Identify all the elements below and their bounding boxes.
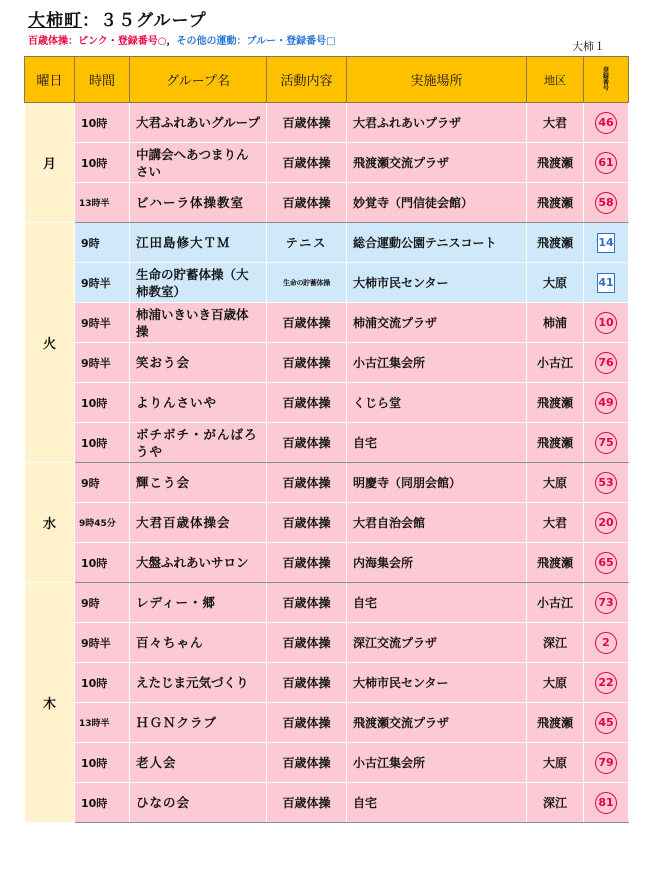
table-row <box>25 663 629 703</box>
group-name-cell: 大君百歳体操会 <box>130 503 267 543</box>
area-cell: 飛渡瀬 <box>527 383 584 423</box>
sheet-id: 大柿１ <box>572 40 605 53</box>
group-name-cell: 大盤ふれあいサロン <box>130 543 267 583</box>
reg-cell <box>584 583 629 623</box>
group-name-cell: 生命の貯蓄体操（大柿教室） <box>130 263 267 303</box>
group-name-cell: 柿浦いきいき百歳体操 <box>130 303 267 343</box>
reg-cell <box>584 343 629 383</box>
venue-cell: 小古江集会所 <box>347 343 527 383</box>
registration-number-circle: 46 <box>595 112 617 134</box>
time-cell: 9時半 <box>75 343 130 383</box>
title-place: 大柿町 <box>28 11 82 31</box>
reg-cell <box>584 423 629 463</box>
registration-number-circle: 2 <box>595 632 617 654</box>
area-cell: 小古江 <box>527 583 584 623</box>
registration-number-circle: 61 <box>595 152 617 174</box>
reg-cell <box>584 223 629 263</box>
table-row <box>25 383 629 423</box>
header-row <box>25 57 629 103</box>
col-venue: 実施場所 <box>347 57 527 103</box>
reg-cell <box>584 303 629 343</box>
day-cell: 木 <box>25 583 75 823</box>
activity-cell: 百歳体操 <box>267 743 347 783</box>
area-cell: 深江 <box>527 783 584 823</box>
legend-separator: ， <box>166 36 177 47</box>
time-cell: 9時 <box>75 583 130 623</box>
activity-cell: 百歳体操 <box>267 503 347 543</box>
reg-cell <box>584 503 629 543</box>
group-name-cell: 老人会 <box>130 743 267 783</box>
group-name-cell: ビハーラ体操教室 <box>130 183 267 223</box>
group-name-cell: 江田島修大ＴＭ <box>130 223 267 263</box>
time-cell: 9時45分 <box>75 503 130 543</box>
area-cell: 飛渡瀬 <box>527 183 584 223</box>
page-title <box>28 6 207 31</box>
activity-cell: 百歳体操 <box>267 183 347 223</box>
col-area: 地区 <box>527 57 584 103</box>
time-cell: 13時半 <box>75 183 130 223</box>
time-cell: 9時半 <box>75 303 130 343</box>
reg-cell <box>584 463 629 503</box>
group-name-cell: ひなの会 <box>130 783 267 823</box>
registration-number-square: 41 <box>597 273 615 293</box>
activity-cell: 百歳体操 <box>267 623 347 663</box>
col-activity: 活動内容 <box>267 57 347 103</box>
reg-cell <box>584 183 629 223</box>
group-name-cell: 中講会へあつまりんさい <box>130 143 267 183</box>
venue-cell: 妙覚寺（門信徒会館） <box>347 183 527 223</box>
area-cell: 大原 <box>527 663 584 703</box>
time-cell: 10時 <box>75 423 130 463</box>
time-cell: 10時 <box>75 783 130 823</box>
reg-cell <box>584 663 629 703</box>
venue-cell: 大柿市民センター <box>347 663 527 703</box>
group-name-cell: ＨＧＮクラブ <box>130 703 267 743</box>
area-cell: 大君 <box>527 103 584 143</box>
reg-cell <box>584 103 629 143</box>
activity-cell: 生命の貯蓄体操 <box>267 263 347 303</box>
legend-line <box>28 32 336 47</box>
activity-cell: 百歳体操 <box>267 383 347 423</box>
table-row <box>25 503 629 543</box>
time-cell: 10時 <box>75 543 130 583</box>
legend-blue: その他の運動：ブルー・登録番号□ <box>176 36 336 47</box>
table-row <box>25 343 629 383</box>
table-row <box>25 543 629 583</box>
registration-number-circle: 49 <box>595 392 617 414</box>
area-cell: 大君 <box>527 503 584 543</box>
time-cell: 10時 <box>75 383 130 423</box>
activity-cell: 百歳体操 <box>267 343 347 383</box>
title-separator: ： <box>82 11 100 31</box>
reg-cell <box>584 143 629 183</box>
activity-cell: 百歳体操 <box>267 703 347 743</box>
activity-cell: 百歳体操 <box>267 103 347 143</box>
col-reg: 登録番号 <box>584 57 629 103</box>
table-body <box>25 103 629 823</box>
table-row <box>25 183 629 223</box>
area-cell: 飛渡瀬 <box>527 703 584 743</box>
activity-cell: 百歳体操 <box>267 543 347 583</box>
group-name-cell: よりんさいや <box>130 383 267 423</box>
venue-cell: 深江交流プラザ <box>347 623 527 663</box>
registration-number-circle: 22 <box>595 672 617 694</box>
reg-cell <box>584 783 629 823</box>
day-cell: 火 <box>25 223 75 463</box>
legend-pink: 百歳体操：ピンク・登録番号○ <box>28 36 167 47</box>
registration-number-circle: 45 <box>595 712 617 734</box>
activity-cell: 百歳体操 <box>267 143 347 183</box>
registration-number-circle: 76 <box>595 352 617 374</box>
table-row <box>25 263 629 303</box>
venue-cell: 大君ふれあいプラザ <box>347 103 527 143</box>
area-cell: 飛渡瀬 <box>527 423 584 463</box>
group-name-cell: 百々ちゃん <box>130 623 267 663</box>
registration-number-circle: 81 <box>595 792 617 814</box>
area-cell: 飛渡瀬 <box>527 143 584 183</box>
registration-number-square: 14 <box>597 233 615 253</box>
group-name-cell: レディー・郷 <box>130 583 267 623</box>
time-cell: 10時 <box>75 103 130 143</box>
reg-cell <box>584 383 629 423</box>
venue-cell: 小古江集会所 <box>347 743 527 783</box>
col-group: グループ名 <box>130 57 267 103</box>
schedule-table <box>24 56 629 823</box>
col-time: 時間 <box>75 57 130 103</box>
table-row <box>25 103 629 143</box>
activity-cell: 百歳体操 <box>267 783 347 823</box>
time-cell: 10時 <box>75 663 130 703</box>
table-row <box>25 423 629 463</box>
area-cell: 大原 <box>527 263 584 303</box>
group-name-cell: ボチボチ・がんばろうや <box>130 423 267 463</box>
table-row <box>25 703 629 743</box>
area-cell: 大原 <box>527 463 584 503</box>
table-row <box>25 783 629 823</box>
area-cell: 小古江 <box>527 343 584 383</box>
area-cell: 大原 <box>527 743 584 783</box>
area-cell: 深江 <box>527 623 584 663</box>
activity-cell: 百歳体操 <box>267 303 347 343</box>
activity-cell: 百歳体操 <box>267 663 347 703</box>
day-cell: 水 <box>25 463 75 583</box>
time-cell: 10時 <box>75 743 130 783</box>
area-cell: 柿浦 <box>527 303 584 343</box>
time-cell: 10時 <box>75 143 130 183</box>
area-cell: 飛渡瀬 <box>527 543 584 583</box>
group-name-cell: えたじま元気づくり <box>130 663 267 703</box>
venue-cell: 総合運動公園テニスコート <box>347 223 527 263</box>
group-name-cell: 大君ふれあいグループ <box>130 103 267 143</box>
registration-number-circle: 75 <box>595 432 617 454</box>
group-name-cell: 笑おう会 <box>130 343 267 383</box>
venue-cell: くじら堂 <box>347 383 527 423</box>
activity-cell: 百歳体操 <box>267 583 347 623</box>
group-name-cell: 輝こう会 <box>130 463 267 503</box>
day-cell: 月 <box>25 103 75 223</box>
time-cell: 9時 <box>75 223 130 263</box>
registration-number-circle: 73 <box>595 592 617 614</box>
time-cell: 9時 <box>75 463 130 503</box>
col-day: 曜日 <box>25 57 75 103</box>
venue-cell: 大柿市民センター <box>347 263 527 303</box>
registration-number-circle: 10 <box>595 312 617 334</box>
activity-cell: 百歳体操 <box>267 423 347 463</box>
activity-cell: テニス <box>267 223 347 263</box>
venue-cell: 飛渡瀬交流プラザ <box>347 143 527 183</box>
registration-number-circle: 53 <box>595 472 617 494</box>
time-cell: 9時半 <box>75 263 130 303</box>
table-row <box>25 623 629 663</box>
reg-cell <box>584 543 629 583</box>
table-row <box>25 583 629 623</box>
venue-cell: 柿浦交流プラザ <box>347 303 527 343</box>
venue-cell: 自宅 <box>347 583 527 623</box>
time-cell: 13時半 <box>75 703 130 743</box>
reg-cell <box>584 623 629 663</box>
registration-number-circle: 79 <box>595 752 617 774</box>
reg-cell <box>584 743 629 783</box>
reg-cell <box>584 703 629 743</box>
venue-cell: 明慶寺（同朋会館） <box>347 463 527 503</box>
title-group-count: ３５グループ <box>100 11 207 31</box>
time-cell: 9時半 <box>75 623 130 663</box>
venue-cell: 大君自治会館 <box>347 503 527 543</box>
venue-cell: 自宅 <box>347 783 527 823</box>
table-row <box>25 223 629 263</box>
activity-cell: 百歳体操 <box>267 463 347 503</box>
table-row <box>25 143 629 183</box>
venue-cell: 飛渡瀬交流プラザ <box>347 703 527 743</box>
venue-cell: 内海集会所 <box>347 543 527 583</box>
area-cell: 飛渡瀬 <box>527 223 584 263</box>
table-row <box>25 463 629 503</box>
venue-cell: 自宅 <box>347 423 527 463</box>
registration-number-circle: 65 <box>595 552 617 574</box>
reg-cell <box>584 263 629 303</box>
table-row <box>25 743 629 783</box>
table-row <box>25 303 629 343</box>
registration-number-circle: 58 <box>595 192 617 214</box>
registration-number-circle: 20 <box>595 512 617 534</box>
